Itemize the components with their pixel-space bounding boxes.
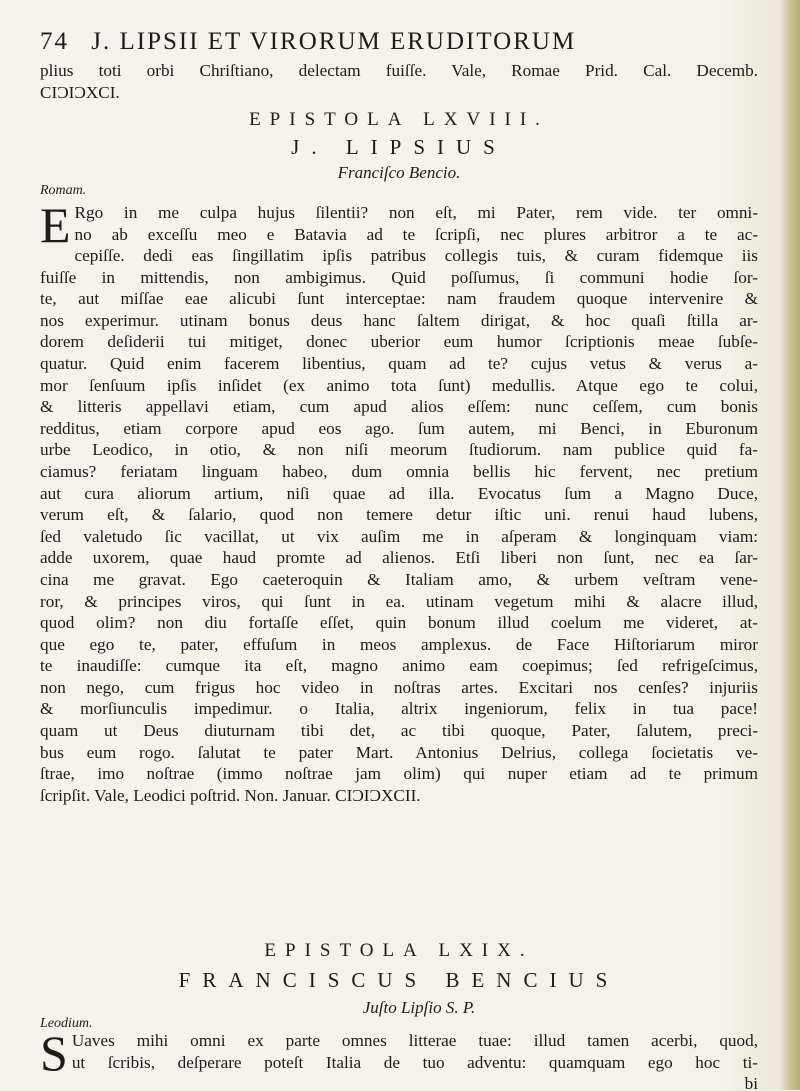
letter-author: J. LIPSIUS: [291, 135, 507, 159]
text-line: te, aut miſſae eae alicubi ſunt interceptae: nam fraudem quoque intervenire &: [40, 289, 758, 309]
text-line: nos experimur. utinam bonus deus hanc ſaltem dirigat, & hoc quaſi ſtilla ar-: [40, 310, 758, 330]
text-line: redditus, etiam corpore apud eos ago. ſum autem, mi Benci, in Eburonum: [40, 418, 758, 438]
text-line: cepiſſe. dedi eas ſingillatim ipſis patribus collegis tuis, & curam fidemque iis: [74, 246, 758, 265]
text-line: bus eum rogo. ſalutat te pater Mart. Antonius Delrius, collega ſocietatis ve-: [40, 742, 758, 762]
opening-lines: [40, 197, 758, 253]
letter-heading: EPISTOLA LXIX.: [264, 940, 534, 961]
text-line: adde uxorem, quae haud promte ad alienos. Etſi liberi non ſunt, nec ea ſar-: [40, 548, 758, 568]
text-line: & litteris appellavi etiam, cum apud alios eſſem: nunc ceſſem, cum bonis: [40, 397, 758, 417]
text-line: cina me gravat. Ego caeteroquin & Italiam amo, & urbem veſtram vene-: [40, 569, 758, 589]
text-line: quod olim? non diu fortaſſe eſſet, quin bonum illud coelum me videret, at-: [40, 613, 758, 633]
text-line: Rgo in me culpa hujus ſilentii? non eſt, mi Pater, rem vide. ter omni-: [74, 203, 758, 222]
letter-destination: Romam.: [40, 183, 87, 198]
letter-destination: Leodium.: [40, 1016, 93, 1031]
text-line: ſcripſit. Vale, Leodici poſtrid. Non. Januar. CIƆIƆXCII.: [40, 785, 421, 805]
letter-author: FRANCISCUS BENCIUS: [178, 968, 620, 992]
text-line: que ego te, pater, effuſum in meos amplexus. de Face Hiſtoriarum miror: [40, 634, 758, 654]
text-line: ror, & principes viros, qui ſunt in ea. utinam vegetum mihi & alacre illud,: [40, 591, 758, 611]
epistola-68-body: [40, 197, 758, 806]
running-head: [40, 28, 740, 56]
text-line: mor ſenſuum ipſis inſidet (ex animo tota ſunt) medullis. Atque ego te colui,: [40, 375, 758, 395]
text-line: urbe Leodico, in otio, & non niſi meorum ſtudiorum. nam publice quid fa-: [40, 440, 758, 460]
drop-cap: S: [40, 1025, 68, 1081]
text-line: ut ſcribis, deſperare poteſt Italia de tuo adventu: quamquam ego hoc ti-: [71, 1052, 758, 1072]
text-line: plius toti orbi Chriſtiano, delectam fuiſſe. Vale, Romae Prid. Cal. Decemb.: [40, 61, 758, 80]
opening-lines: [40, 1025, 758, 1081]
running-title: J. LIPSII ET VIRORUM ERUDITORUM: [91, 28, 577, 55]
letter-heading: EPISTOLA LXVIII.: [249, 109, 549, 130]
page-number: 74: [40, 28, 69, 55]
text-line: ſtrae, imo noſtrae (immo noſtrae jam olim) qui nuper etiam ad te primum: [40, 764, 758, 784]
intro-text: [40, 60, 758, 103]
epistola-68-header: [40, 109, 758, 199]
letter-recipient: Franciſco Bencio.: [337, 163, 461, 182]
text-line: & morſiunculis impedimur. o Italia, altrix ingeniorum, felix in tua pace!: [40, 699, 758, 719]
text-line: ſed valetudo ſic vacillat, ut vix auſim me in aſperam & longinquam viam:: [40, 526, 758, 546]
text-line: fuiſſe in mittendis, non ambigimus. Quid poſſumus, ſi communi hodie ſor-: [40, 267, 758, 287]
text-line: te inaudiſſe: cumque ita eſt, magno animo eam coepimus; ſed refrigeſcimus,: [40, 656, 758, 676]
text-line: verum eſt, & ſalario, quod non temere detur iſtic uni. renui haud lubens,: [40, 505, 758, 525]
epistola-69-header: [40, 940, 758, 1030]
text-line: no ab exceſſu meo e Batavia ad te ſcripſi, nec plures arbitror a te ac-: [74, 224, 758, 244]
catchword: bi: [744, 1074, 758, 1091]
text-line: aut cura aliorum artium, niſi quae ad illa. Evocatus ſum a Magno Duce,: [40, 483, 758, 503]
page-edge-shadow: [780, 0, 800, 1090]
text-line: quam ut Deus diuturnam tibi det, ac tibi quoque, Pater, ſalutem, preci-: [40, 721, 758, 741]
letter-recipient: Juſto Lipſio S. P.: [362, 998, 476, 1017]
text-line: ciamus? feriatam linguam habeo, dum omnia bellis hic fervent, nec pretium: [40, 461, 758, 481]
text-line: non nego, cum frigus hoc video in noſtras artes. Excitari nos cenſes? injuriis: [40, 677, 758, 697]
text-line: CIƆIƆXCI.: [40, 82, 120, 102]
text-line: dorem deſiderii tui mitiget, donec uberior eum humor ſcriptionis meae ſubſe-: [40, 332, 758, 352]
drop-cap: E: [40, 197, 71, 253]
text-line: Uaves mihi omni ex parte omnes litterae tuae: illud tamen acerbi, quod,: [71, 1031, 758, 1050]
epistola-69-body: [40, 1025, 758, 1091]
text-line: quatur. Quid enim facerem libentius, quam ad te? cujus vetus & verus a-: [40, 353, 758, 373]
